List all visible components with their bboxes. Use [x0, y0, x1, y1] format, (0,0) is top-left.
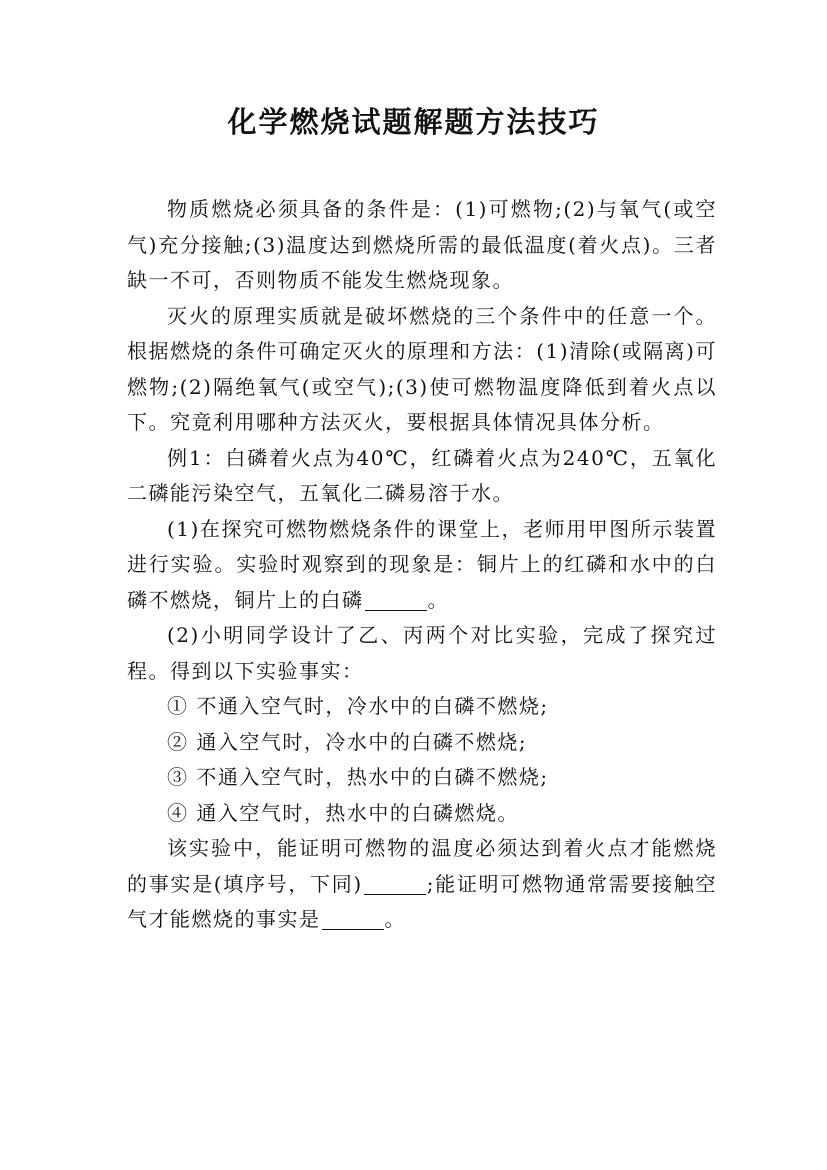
document-body — [127, 192, 717, 938]
conclusion-text-b: ;能证明可燃物通常需要接触空气才能燃烧的事实是 — [127, 871, 717, 931]
paragraph-extinguishing-principle: 灭火的原理实质就是破坏燃烧的三个条件中的任意一个。根据燃烧的条件可确定灭火的原理和方法：(1)清除(或隔离)可燃物;(2)隔绝氧气(或空气);(3)使可燃物温度降低到着火点以下。究竟利用哪种方法灭火，要根据具体情况具体分析。 — [127, 303, 717, 434]
question-1-end: 。 — [427, 587, 449, 612]
paragraph-combustion-conditions: 物质燃烧必须具备的条件是：(1)可燃物;(2)与氧气(或空气)充分接触;(3)温度达到燃烧所需的最低温度(着火点)。三者缺一不可，否则物质不能发生燃烧现象。 — [127, 197, 717, 292]
list-item: ① 不通入空气时，冷水中的白磷不燃烧; — [167, 694, 549, 718]
conclusion-text-c: 。 — [384, 907, 406, 931]
document-title: 化学燃烧试题解题方法技巧 — [227, 105, 600, 139]
list-item: ④ 通入空气时，热水中的白磷燃烧。 — [167, 800, 519, 825]
paragraph-example-1: 例1：白磷着火点为40℃，红磷着火点为240℃，五氧化二磷能污染空气，五氧化二磷易溶于水。 — [127, 445, 717, 505]
answer-blank — [322, 909, 384, 930]
paragraph-question-1 — [127, 512, 717, 619]
answer-blank — [365, 590, 427, 611]
answer-blank — [364, 874, 426, 895]
list-item: ③ 不通入空气时，热水中的白磷不燃烧; — [167, 765, 549, 789]
conclusion-text-a: 该实验中，能证明可燃物的温度必须达到着火点才能燃烧的事实是(填序号，下同) — [127, 836, 717, 896]
list-item: ② 通入空气时，冷水中的白磷不燃烧; — [167, 729, 528, 754]
paragraph-question-2: (2)小明同学设计了乙、丙两个对比实验，完成了探究过程。得到以下实验事实： — [127, 623, 717, 683]
paragraph-question-conclusion — [127, 831, 717, 938]
question-1-text: (1)在探究可燃物燃烧条件的课堂上，老师用甲图所示装置进行实验。实验时观察到的现象是：铜片上的红磷和水中的白磷不燃烧，铜片上的白磷 — [127, 516, 717, 612]
